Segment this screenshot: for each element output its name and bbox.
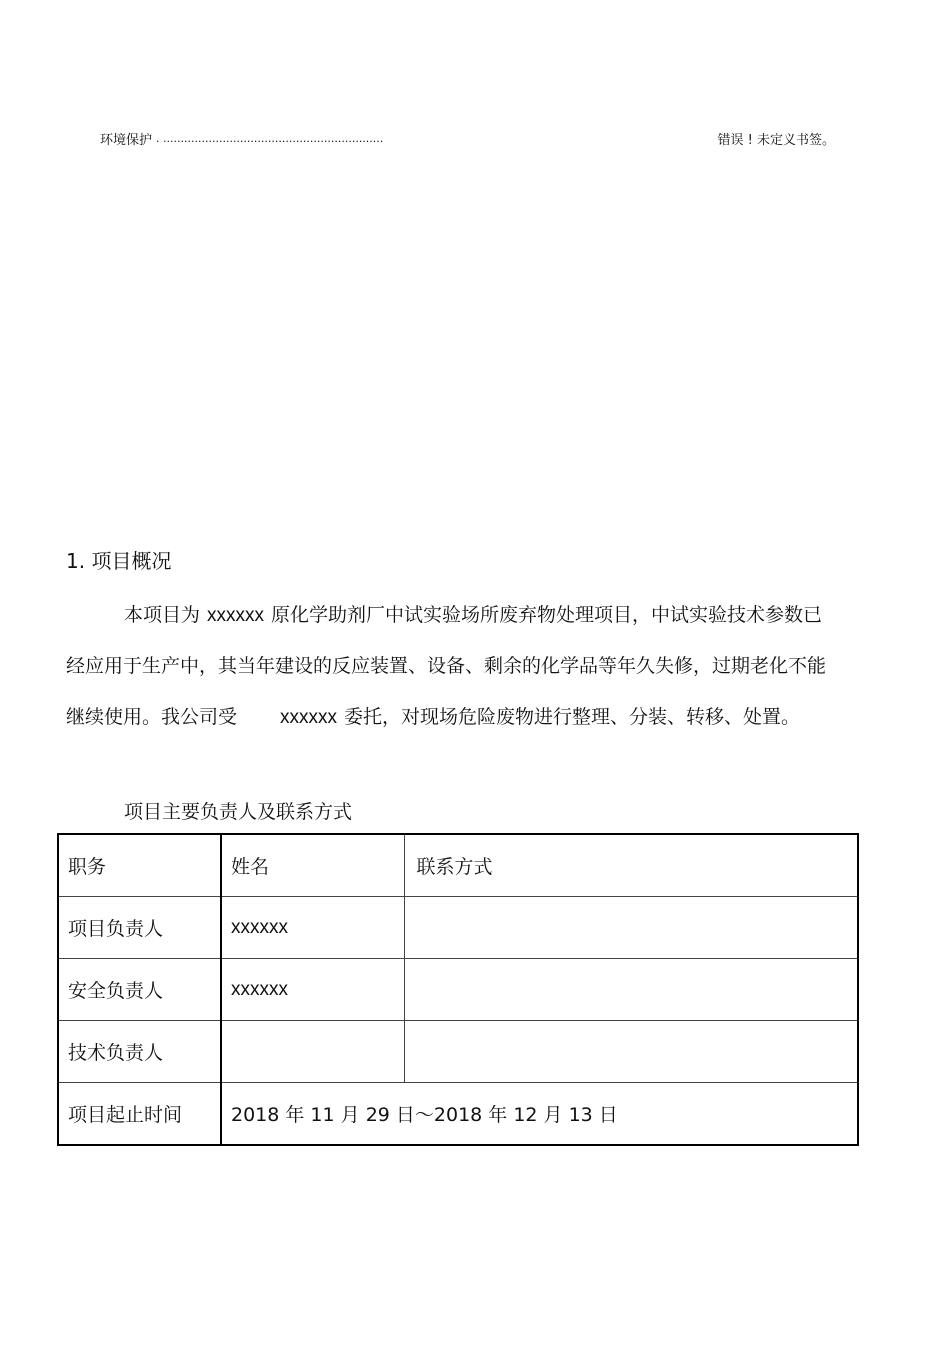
- paragraph-text-1: 本项目为: [124, 604, 201, 626]
- paragraph-placeholder-1: xxxxxx: [207, 605, 265, 626]
- cell-time-value: 2018 年 11 月 29 日～2018 年 12 月 13 日: [221, 1083, 858, 1146]
- header-cell-name: 姓名: [221, 834, 404, 897]
- toc-entry-title: 环境保护: [100, 132, 153, 148]
- cell-position: 安全负责人: [58, 959, 221, 1021]
- table-row-time: [58, 1083, 858, 1146]
- toc-page-error: 错误 ! 未定义书签。: [717, 132, 835, 148]
- cell-name: xxxxxx: [221, 897, 404, 959]
- table-row: [58, 959, 858, 1021]
- cell-position: 项目负责人: [58, 897, 221, 959]
- cell-contact: [404, 897, 858, 959]
- cell-position: 技术负责人: [58, 1021, 221, 1083]
- cell-name: xxxxxx: [221, 959, 404, 1021]
- header-cell-contact: 联系方式: [404, 834, 858, 897]
- toc-leader-dots: . ...............................................................: [156, 131, 384, 145]
- toc-entry[interactable]: [100, 128, 835, 148]
- section-heading: 1. 项目概况: [66, 549, 172, 573]
- table-row: [58, 1021, 858, 1083]
- overview-paragraph: [66, 590, 836, 743]
- table-row: [58, 897, 858, 959]
- cell-time-label: 项目起止时间: [58, 1083, 221, 1146]
- table-header-row: [58, 834, 858, 897]
- cell-contact: [404, 959, 858, 1021]
- header-cell-position: 职务: [58, 834, 221, 897]
- cell-name: [221, 1021, 404, 1083]
- table-caption: 项目主要负责人及联系方式: [124, 801, 353, 823]
- paragraph-text-3: 委托，对现场危险废物进行整理、分装、转移、处置。: [344, 706, 801, 728]
- cell-contact: [404, 1021, 858, 1083]
- paragraph-text-2: 原化学助剂厂中试实验场所废弃物处理项目，中试实验技术参数已经应用于生产中，其当年建设的反应装置、设备、剩余的化学品等年久失修，过期老化不能继续使用。我公司受: [66, 604, 827, 728]
- paragraph-placeholder-2: xxxxxx: [280, 707, 338, 728]
- contact-table: [57, 833, 859, 1146]
